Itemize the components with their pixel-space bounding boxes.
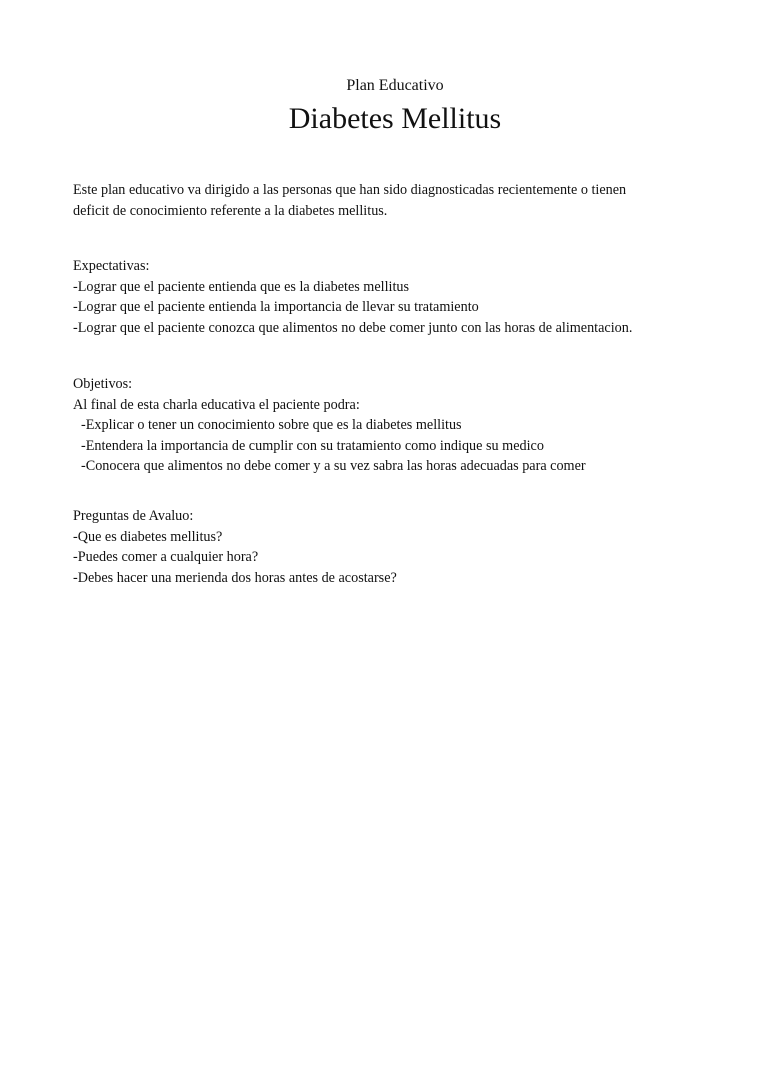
document-title: Diabetes Mellitus [288, 102, 502, 135]
preguntas-item: -Puedes comer a cualquier hora? [73, 549, 259, 565]
objetivos-item: -Entendera la importancia de cumplir con su tratamiento como indique su medico [81, 437, 544, 454]
document-subtitle: Plan Educativo [346, 77, 444, 94]
intro-line: deficit de conocimiento referente a la diabetes mellitus. [73, 202, 388, 219]
expectativas-item: -Lograr que el paciente entienda que es la diabetes mellitus [73, 278, 410, 295]
expectativas-section [73, 256, 713, 338]
objetivos-lead: Al final de esta charla educativa el paciente podra: [73, 396, 360, 413]
expectativas-item: -Lograr que el paciente conozca que alimentos no debe comer junto con las horas de alimentacion. [73, 319, 633, 336]
objetivos-item: -Conocera que alimentos no debe comer y a su vez sabra las horas adecuadas para comer [81, 458, 586, 474]
intro-line: Este plan educativo va dirigido a las personas que han sido diagnosticadas recientemente o tienen [73, 182, 627, 198]
preguntas-heading: Preguntas de Avaluo: [73, 508, 194, 524]
objetivos-heading: Objetivos: [73, 376, 133, 392]
intro-paragraph [73, 180, 713, 221]
expectativas-heading: Expectativas: [73, 258, 150, 274]
objetivos-item: -Explicar o tener un conocimiento sobre que es la diabetes mellitus [81, 417, 462, 433]
preguntas-item: -Que es diabetes mellitus? [73, 528, 223, 545]
objetivos-section [73, 374, 713, 477]
expectativas-item: -Lograr que el paciente entienda la importancia de llevar su tratamiento [73, 299, 479, 315]
preguntas-item: -Debes hacer una merienda dos horas antes de acostarse? [73, 569, 397, 586]
preguntas-section [73, 506, 713, 588]
